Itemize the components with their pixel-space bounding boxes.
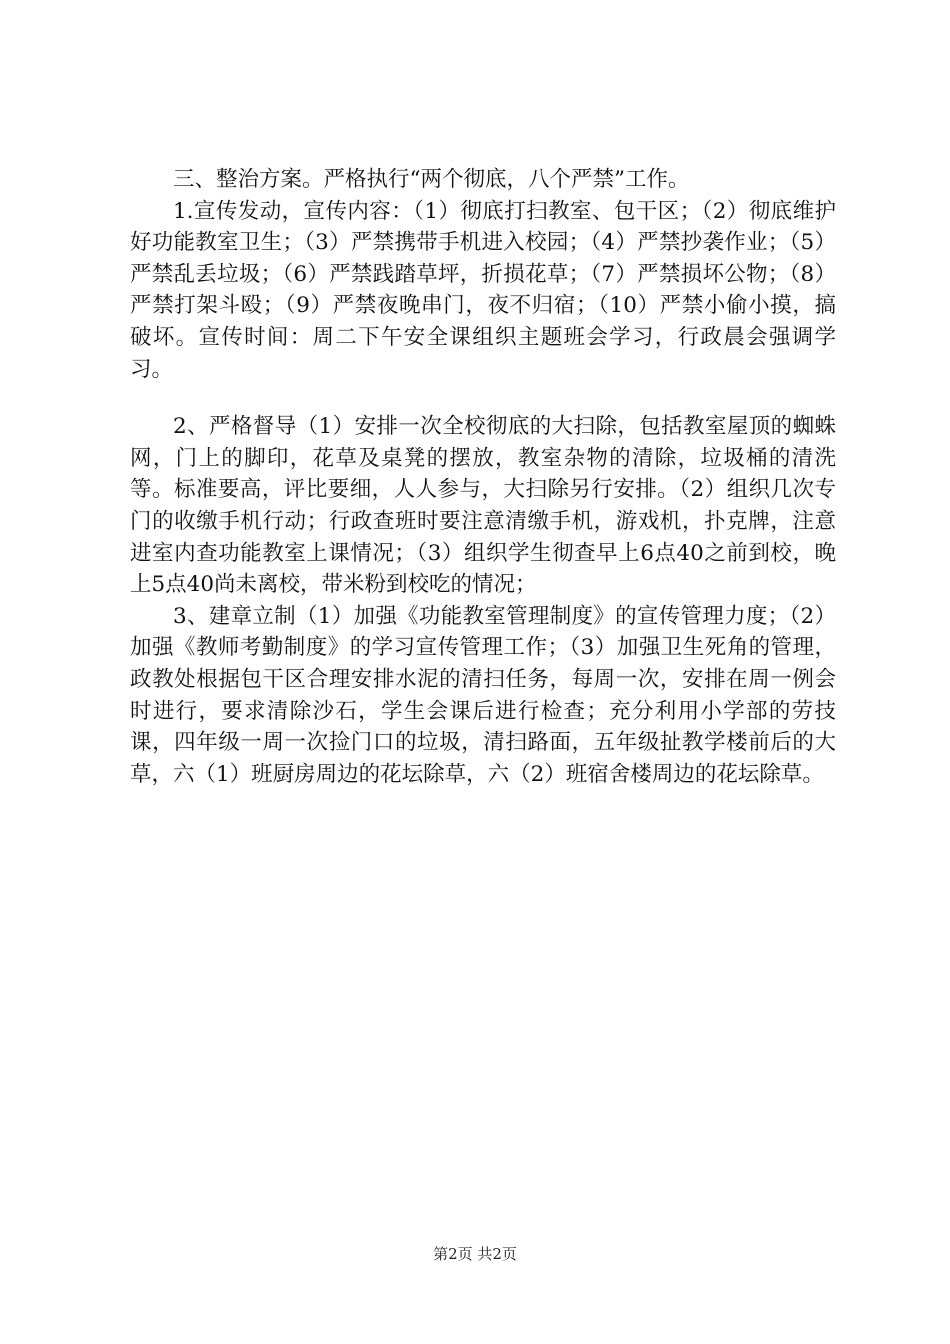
document-body bbox=[130, 164, 836, 790]
paragraph-regulations: 3、建章立制（1）加强《功能教室管理制度》的宣传管理力度；（2）加强《教师考勤制度》的学习宣传管理工作；（3）加强卫生死角的管理，政教处根据包干区合理安排水泥的清扫任务，每周一次，安排在周一例会时进行，要求清除沙石，学生会课后进行检查；充分利用小学部的劳技课，四年级一周一次捡门口的垃圾，清扫路面，五年级扯教学楼前后的大草，六（1）班厨房周边的花坛除草，六（2）班宿舍楼周边的花坛除草。 bbox=[130, 603, 836, 787]
section-three-heading: 三、整治方案。严格执行“两个彻底，八个严禁”工作。 bbox=[173, 167, 690, 192]
paragraph-publicity: 1.宣传发动，宣传内容：（1）彻底打扫教室、包干区；（2）彻底维护好功能教室卫生；（3）严禁携带手机进入校园；（4）严禁抄袭作业；（5）严禁乱丢垃圾；（6）严禁践踏草坪，折损花草；（7）严禁损坏公物；（8）严禁打架斗殴；（9）严禁夜晚串门，夜不归宿；（10）严禁小偷小摸，搞破坏。宣传时间：周二下午安全课组织主题班会学习，行政晨会强调学习。 bbox=[130, 198, 836, 382]
page-number-footer: 第2页 共2页 bbox=[433, 1245, 517, 1263]
paragraph-supervision: 2、严格督导（1）安排一次全校彻底的大扫除，包括教室屋顶的蜘蛛网，门上的脚印，花草及桌凳的摆放，教室杂物的清除，垃圾桶的清洗等。标准要高，评比要细，人人参与，大扫除另行安排。（2）组织几次专门的收缴手机行动；行政查班时要注意清缴手机，游戏机，扑克牌，注意进室内查功能教室上课情况；（3）组织学生彻查早上6点40之前到校，晚上5点40尚未离校，带米粉到校吃的情况； bbox=[130, 414, 836, 598]
